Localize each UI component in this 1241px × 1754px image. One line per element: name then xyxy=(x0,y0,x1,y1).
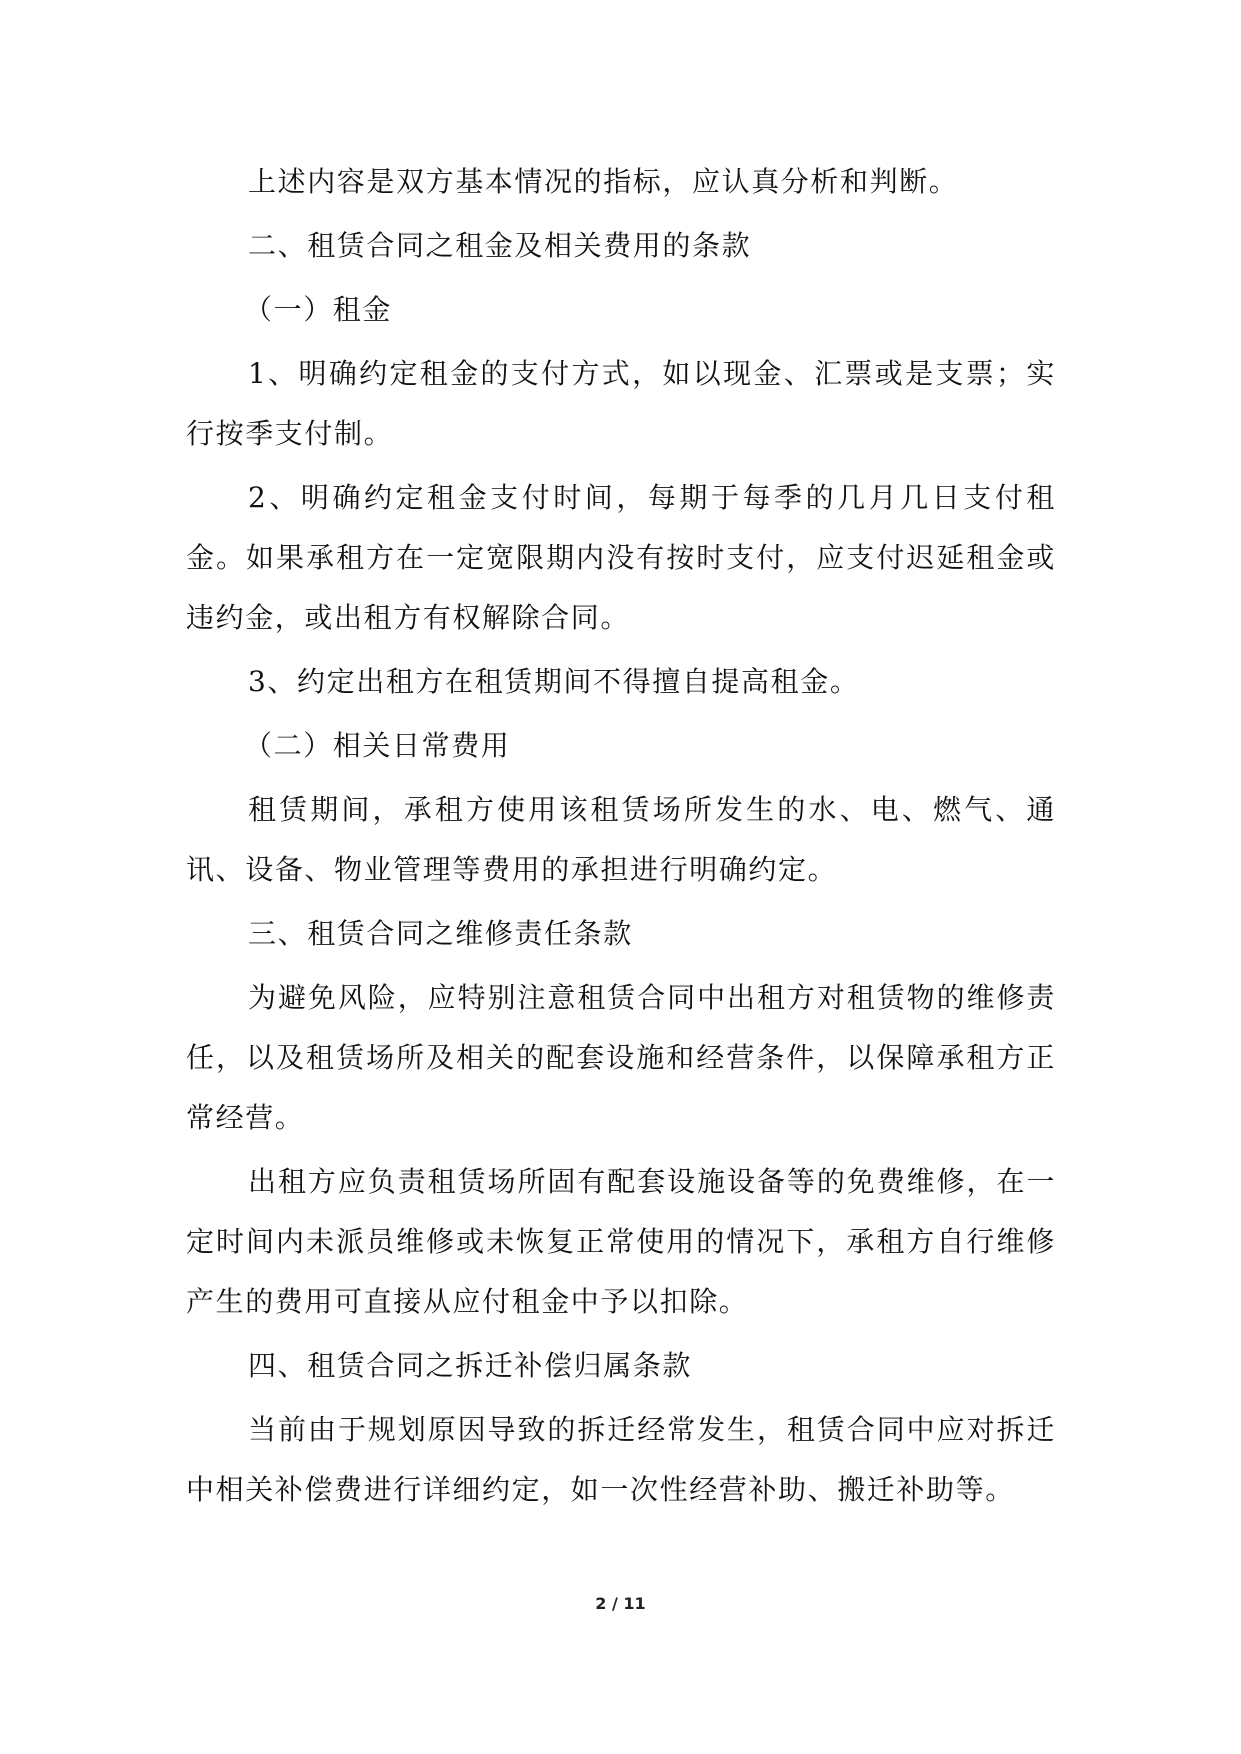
document-body xyxy=(186,152,1056,1524)
section-heading-relocation: 四、租赁合同之拆迁补偿归属条款 xyxy=(248,1349,693,1382)
paragraph-payment-time: 2、明确约定租金支付时间，每期于每季的几月几日支付租金。如果承租方在一定宽限期内没有按时支付，应支付迟延租金或违约金，或出租方有权解除合同。 xyxy=(186,481,1056,634)
subheading-rent: （一）租金 xyxy=(244,293,393,326)
page-number: 2 / 11 xyxy=(595,1594,646,1613)
section-heading-rent-fees: 二、租赁合同之租金及相关费用的条款 xyxy=(248,229,752,262)
paragraph-maintenance-risk: 为避免风险，应特别注意租赁合同中出租方对租赁物的维修责任，以及租赁场所及相关的配套设施和经营条件，以保障承租方正常经营。 xyxy=(186,981,1056,1134)
paragraph-relocation-compensation: 当前由于规划原因导致的拆迁经常发生，租赁合同中应对拆迁中相关补偿费进行详细约定，如一次性经营补助、搬迁补助等。 xyxy=(186,1413,1056,1506)
paragraph-no-rent-increase: 3、约定出租方在租赁期间不得擅自提高租金。 xyxy=(248,665,860,698)
paragraph-summary: 上述内容是双方基本情况的指标，应认真分析和判断。 xyxy=(248,165,959,198)
paragraph-payment-method: 1、明确约定租金的支付方式，如以现金、汇票或是支票；实行按季支付制。 xyxy=(186,357,1056,450)
section-heading-maintenance: 三、租赁合同之维修责任条款 xyxy=(248,917,633,950)
subheading-daily-fees: （二）相关日常费用 xyxy=(244,729,511,762)
paragraph-maintenance-duty: 出租方应负责租赁场所固有配套设施设备等的免费维修，在一定时间内未派员维修或未恢复正常使用的情况下，承租方自行维修产生的费用可直接从应付租金中予以扣除。 xyxy=(186,1165,1056,1318)
paragraph-utility-fees: 租赁期间，承租方使用该租赁场所发生的水、电、燃气、通讯、设备、物业管理等费用的承担进行明确约定。 xyxy=(186,793,1056,886)
